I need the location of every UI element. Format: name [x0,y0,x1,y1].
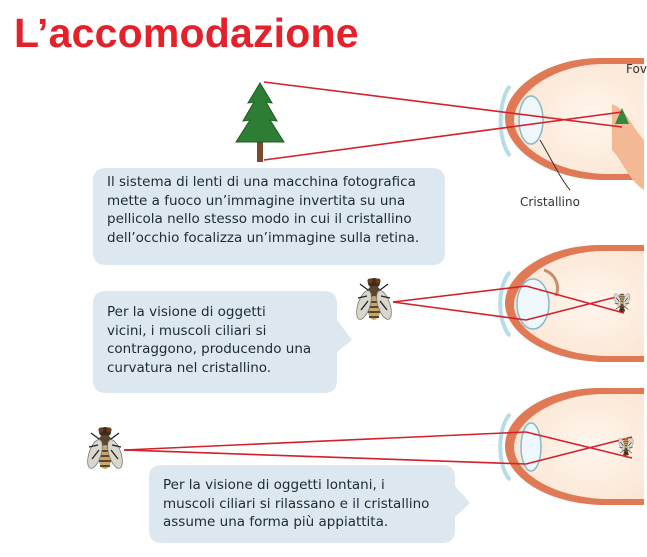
caption-line: mette a fuoco un’immagine invertita su una [107,192,406,209]
cristallino-label: Cristallino [520,195,580,209]
fovea-label: Fov [626,62,647,76]
page-title: L’accomodazione [14,10,359,56]
caption-line: muscoli ciliari si rilassano e il cristallino [163,495,430,512]
fly-image-far-icon [617,437,634,455]
caption-line: Per la visione di oggetti lontani, i [163,477,385,493]
fly-far-icon [85,427,126,470]
fly-near-icon [354,278,395,321]
caption-camera [107,173,419,247]
caption-line: Il sistema di lenti di una macchina fotografica [107,174,416,190]
caption-line: Per la visione di oggetti [107,304,266,320]
caption-near [107,303,311,377]
caption-far [163,476,429,532]
caption-line: curvatura nel cristallino. [107,359,272,376]
caption-line: vicini, i muscoli ciliari si [107,322,267,339]
caption-line: assume una forma più appiattita. [163,514,389,531]
caption-line: pellicola nello stesso modo in cui il cristallino [107,211,412,228]
fly-image-near-icon [613,293,631,312]
caption-line: contraggono, producendo una [107,341,312,358]
eye-1 [501,58,644,190]
tree-icon [236,83,284,162]
caption-line: dell’occhio focalizza un’immagine sulla retina. [107,229,420,246]
